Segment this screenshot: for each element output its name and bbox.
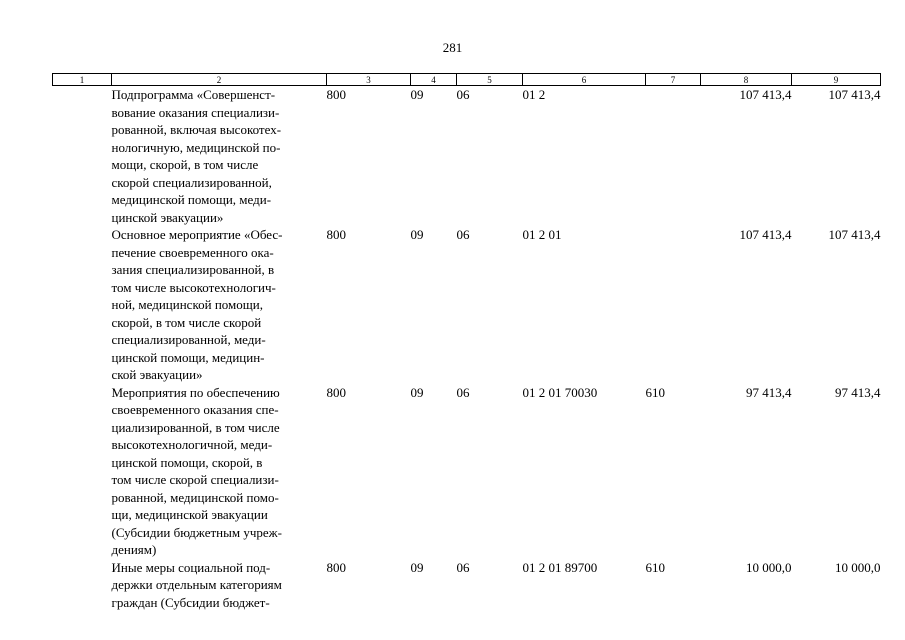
target-article-cell: 01 2 01 89700 xyxy=(522,559,598,575)
subsection-code-cell: 06 xyxy=(456,227,470,242)
column-header: 4 xyxy=(411,74,457,86)
expense-type-cell: 610 xyxy=(645,384,665,400)
section-code-cell: 09 xyxy=(410,227,424,242)
column-header: 6 xyxy=(523,74,646,86)
target-article-cell: 01 2 01 xyxy=(522,227,562,242)
item-name-cell: Основное мероприятие «Обес- печение своевременного ока- зания специализированной, в том числе высокотехнологич- ной, медицинской помощи, скорой, в том числе скорой специализированной, меди- цинской помощи, медицин- ской эвакуации» xyxy=(111,227,283,382)
column-header: 5 xyxy=(457,74,523,86)
ministry-code-cell: 800 xyxy=(326,559,346,575)
ministry-code-cell: 800 xyxy=(326,384,346,400)
column-header: 1 xyxy=(53,74,112,86)
item-name-cell: Мероприятия по обеспечению своевременного оказания спе- циализированной, в том числе высокотехнологичной, меди- цинской помощи, скорой, в том числе скорой специализи- рованной, медицинской помо- щи, медицинской эвакуации (Субсидии бюджетным учреж- дениям) xyxy=(111,384,282,557)
subsection-code-cell: 06 xyxy=(456,87,470,102)
section-code-cell: 09 xyxy=(410,559,424,575)
amount-cell: 97 413,4 xyxy=(746,384,792,400)
column-header: 2 xyxy=(112,74,327,86)
section-code-cell: 09 xyxy=(410,87,424,102)
expense-type-cell xyxy=(646,86,701,227)
item-name-cell: Иные меры социальной под- держки отдельным категориям граждан (Субсидии бюджет- xyxy=(111,559,282,610)
item-name-cell: Подпрограмма «Совершенст- вование оказания специализи- рованной, включая высокотех- нологичную, медицинской по- мощи, скорой, в том числе скорой специализированной, медицинской помощи, меди- цинской эвакуации» xyxy=(111,87,282,225)
page-number: 281 xyxy=(442,40,463,55)
amount-cell: 97 413,4 xyxy=(835,384,881,400)
target-article-cell: 01 2 xyxy=(522,87,546,102)
table-row xyxy=(53,384,881,559)
amount-cell: 10 000,0 xyxy=(835,559,881,575)
amount-cell: 10 000,0 xyxy=(746,559,792,575)
column-header: 3 xyxy=(327,74,411,86)
column-header: 7 xyxy=(646,74,701,86)
row-number-cell xyxy=(53,226,112,384)
expense-type-cell xyxy=(646,226,701,384)
row-number-cell xyxy=(53,384,112,559)
amount-cell: 107 413,4 xyxy=(828,87,881,102)
expense-type-cell: 610 xyxy=(645,559,665,575)
column-header: 9 xyxy=(792,74,881,86)
table-row xyxy=(53,226,881,384)
target-article-cell: 01 2 01 70030 xyxy=(522,384,598,400)
subsection-code-cell: 06 xyxy=(456,384,470,400)
table-body xyxy=(53,86,881,612)
column-header: 8 xyxy=(701,74,792,86)
table-row xyxy=(53,86,881,227)
amount-cell: 107 413,4 xyxy=(739,227,792,242)
subsection-code-cell: 06 xyxy=(456,559,470,575)
budget-table xyxy=(52,73,881,611)
ministry-code-cell: 800 xyxy=(326,227,346,242)
amount-cell: 107 413,4 xyxy=(739,87,792,102)
table-row xyxy=(53,559,881,612)
ministry-code-cell: 800 xyxy=(326,87,346,102)
section-code-cell: 09 xyxy=(410,384,424,400)
row-number-cell xyxy=(53,559,112,612)
row-number-cell xyxy=(53,86,112,227)
amount-cell: 107 413,4 xyxy=(828,227,881,242)
column-number-row xyxy=(53,74,881,86)
